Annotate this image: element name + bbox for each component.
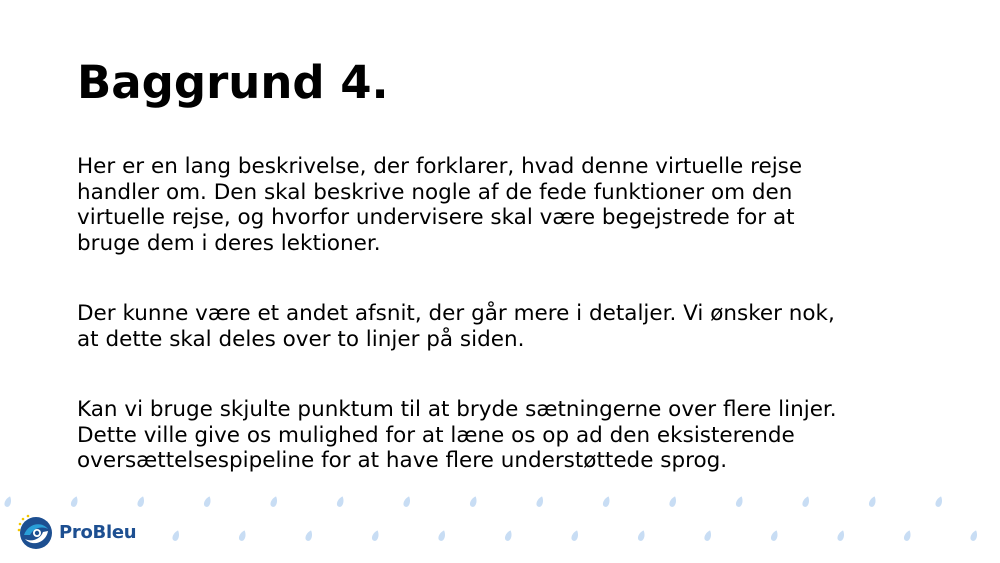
droplet-icon — [903, 529, 912, 541]
droplet-icon — [570, 529, 579, 541]
paragraph-line: Kan vi bruge skjulte punktum til at bryde sætningerne over flere linjer. — [77, 397, 837, 422]
paragraph-1 — [77, 154, 957, 256]
droplet-icon — [136, 495, 145, 507]
droplet-icon — [203, 495, 212, 507]
paragraph-line: bruge dem i deres lektioner. — [77, 230, 381, 256]
probleu-logo — [16, 512, 140, 552]
paragraph-line: handler om. Den skal beskrive nogle af de fede funktioner om den — [77, 179, 793, 205]
droplet-icon — [535, 495, 544, 507]
paragraph-line: virtuelle rejse, og hvorfor undervisere skal være begejstrede for at — [77, 205, 795, 230]
droplet-icon — [934, 495, 943, 507]
paragraph-line: Dette ville give os mulighed for at læne os op ad den eksisterende — [77, 422, 795, 448]
droplet-icon — [336, 495, 345, 507]
droplet-icon — [171, 529, 180, 541]
droplet-icon — [703, 529, 712, 541]
slide-body — [77, 154, 957, 474]
droplet-icon — [770, 529, 779, 541]
droplet-pattern — [0, 490, 1000, 563]
droplet-icon — [801, 495, 810, 507]
droplet-icon — [3, 495, 12, 507]
droplet-icon — [504, 529, 513, 541]
droplet-icon — [969, 529, 978, 541]
droplet-icon — [238, 529, 247, 541]
paragraph-3 — [77, 397, 957, 474]
paragraph-line: at dette skal deles over to linjer på siden. — [77, 326, 525, 352]
droplet-icon — [70, 495, 79, 507]
droplet-icon — [371, 529, 380, 541]
droplet-icon — [836, 529, 845, 541]
droplet-icon — [469, 495, 478, 507]
paragraph-line: Her er en lang beskrivelse, der forklarer, hvad denne virtuelle rejse — [77, 154, 803, 179]
globe-swirl-icon — [16, 513, 54, 551]
paragraph-2 — [77, 301, 957, 352]
paragraph-line: oversættelsespipeline for at have flere understøttede sprog. — [77, 448, 728, 473]
droplet-icon — [402, 495, 411, 507]
droplet-icon — [637, 529, 646, 541]
droplet-icon — [868, 495, 877, 507]
droplet-icon — [437, 529, 446, 541]
droplet-icon — [668, 495, 677, 507]
droplet-icon — [269, 495, 278, 507]
paragraph-line: Der kunne være et andet afsnit, der går mere i detaljer. Vi ønsker nok, — [77, 301, 835, 326]
droplet-icon — [735, 495, 744, 507]
slide-title: Baggrund 4. — [77, 56, 389, 109]
droplet-icon — [602, 495, 611, 507]
logo-text: ProBleu — [59, 521, 137, 543]
droplet-icon — [304, 529, 313, 541]
